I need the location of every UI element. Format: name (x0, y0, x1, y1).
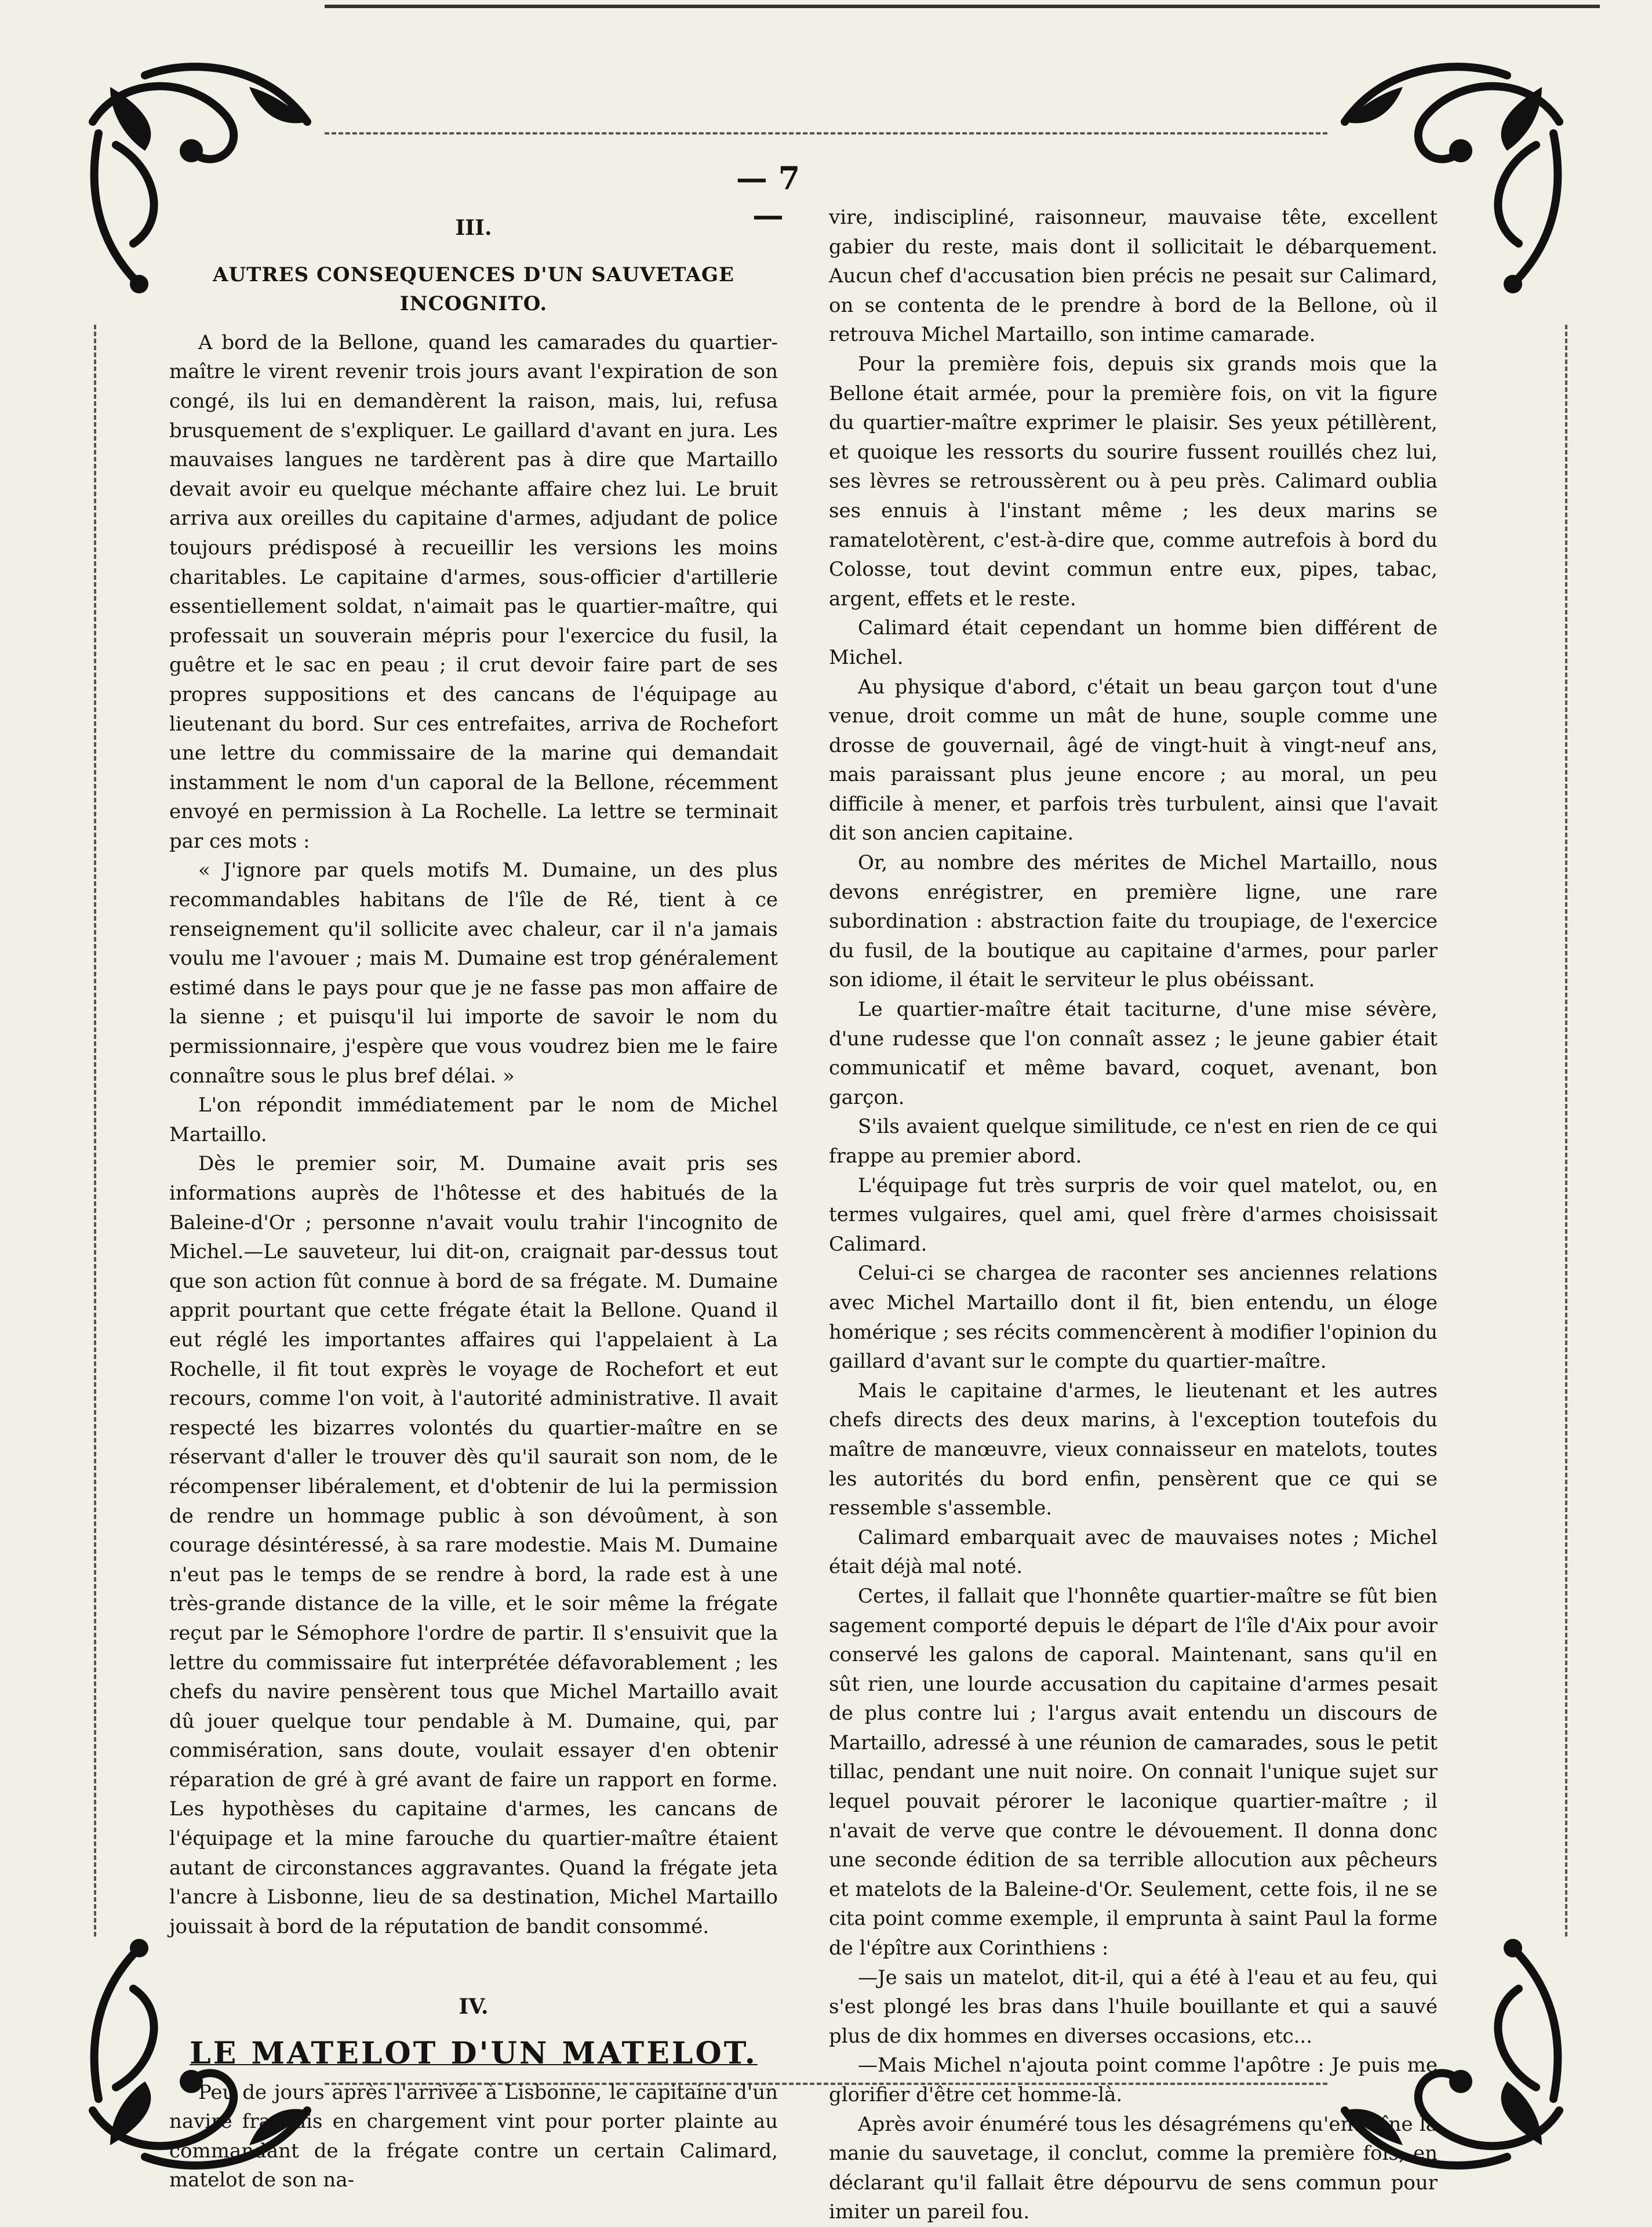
paragraph: Celui-ci se chargea de raconter ses anciennes relations avec Michel Martaillo dont il fit, bien entendu, un éloge homérique ; ses récits commencèrent à modifier l'opinion du gaillard d'avant sur le compte du quartier-maître. (829, 1262, 1438, 1374)
frame-top (325, 132, 1327, 135)
section-3-title: AUTRES CONSEQUENCES D'UN SAUVETAGE INCOGNITO. (213, 263, 734, 316)
section-4-number: IV. (459, 1995, 489, 2019)
page-number: — 7 — (736, 159, 800, 234)
paragraph: Dès le premier soir, M. Dumaine avait pris ses informations auprès de l'hôtesse et des habitués de la Baleine-d'Or ; personne n'avait voulu trahir l'incognito de Michel.—Le sauveteur, lui dit-on, craignait par-dessus tout que son action fût connue à bord de sa frégate. M. Dumaine apprit pourtant que cette frégate était la Bellone. Quand il eut réglé les importantes affaires qui l'appelaient à La Rochelle, il fit tout exprès le voyage de Rochefort et eut recours, comme l'on voit, à l'autorité administrative. Il avait respecté les bizarres volontés du quartier-maître en se réservant d'aller le trouver dès qu'il saurait son nom, de le récompenser libéralement, et d'obtenir de lui la permission de rendre un hommage public à son dévoûment, à son courage désintéressé, à sa rare modestie. Mais M. Dumaine n'eut pas le temps de se rendre à bord, la rade est à une très-grande distance de la ville, et le soir même la frégate reçut par le Sémophore l'ordre de partir. Il s'ensuivit que la lettre du commissaire fut interprétée défavorablement ; les chefs du navire pensèrent tous que Michel Martaillo avait dû jouer quelque tour pendable à M. Dumaine, qui, par commisération, sans doute, voulait essayer d'en obtenir réparation de gré à gré avant de faire un rapport en forme. Les hypothèses du capitaine d'armes, les cancans de l'équipage et la mine farouche du quartier-maître étaient autant de circonstances aggravantes. Quand la frégate jeta l'ancre à Lisbonne, lieu de sa destination, Michel Martaillo jouissait à bord de la réputation de bandit consommé. (169, 1152, 778, 1938)
quoted-letter: « J'ignore par quels motifs M. Dumaine, un des plus recommandables habitans de l'île de Ré, tient à ce renseignement qu'il sollicite avec chaleur, car il n'a jamais voulu me l'avouer ; mais M. Dumaine est trop généralement estimé dans le pays pour que je ne fasse pas mon affaire de la sienne ; et puisqu'il lui importe de savoir le nom du permissionnaire, j'espère que vous voudrez bien me le faire connaître sous le plus bref délai. » (169, 859, 778, 1088)
paragraph: Calimard était cependant un homme bien différent de Michel. (829, 616, 1438, 669)
section-4-title: LE MATELOT D'UN MATELOT. (190, 2036, 758, 2072)
paragraph: Certes, il fallait que l'honnête quartier-maître se fût bien sagement comporté depuis le départ de l'île d'Aix pour avoir conservé les galons de caporal. Maintenant, sans qu'il en sût rien, une lourde accusation du capitaine d'armes pesait de plus contre lui ; l'argus avait entendu un discours de Martaillo, adressé à une réunion de camarades, sous le petit tillac, pendant une nuit noire. On connait l'unique sujet sur lequel pouvait pérorer le laconique quartier-maître ; il n'avait de verve que contre le dévouement. Il donna donc une seconde édition de sa terrible allocution aux pêcheurs et matelots de la Baleine-d'Or. Seulement, cette fois, il ne se cita point comme exemple, il emprunta à saint Paul la forme de l'épître aux Corinthiens : (829, 1584, 1438, 1960)
paragraph: vire, indiscipliné, raisonneur, mauvaise tête, excellent gabier du reste, mais dont il sollicitait le débarquement. Aucun chef d'accusation bien précis ne pesait sur Calimard, on se contenta de le prendre à bord de la Bellone, où il retrouva Michel Martaillo, son intime camarade. (829, 206, 1438, 347)
paragraph: Le quartier-maître était taciturne, d'une mise sévère, d'une rudesse que l'on connaît assez ; le jeune gabier était communicatif et même bavard, coquet, avenant, bon garçon. (829, 998, 1438, 1109)
paragraph: L'équipage fut très surpris de voir quel matelot, ou, en termes vulgaires, quel ami, quel frère d'armes choisissait Calimard. (829, 1174, 1438, 1256)
right-column (829, 203, 1438, 2227)
section-3-number: III. (455, 216, 492, 240)
paragraph: S'ils avaient quelque similitude, ce n'est en rien de ce qui frappe au premier abord. (829, 1115, 1438, 1168)
paragraph: Or, au nombre des mérites de Michel Martaillo, nous devons enrégistrer, en première ligne, une rare subordination : abstraction faite du troupiage, de l'exercice du fusil, de la boutique au capitaine d'armes, pour parler son idiome, il était le serviteur le plus obéissant. (829, 851, 1438, 992)
paragraph: A bord de la Bellone, quand les camarades du quartier-maître le virent revenir trois jours avant l'expiration de son congé, ils lui en demandèrent la raison, mais, lui, refusa brusquement de s'expliquer. Le gaillard d'avant en jura. Les mauvaises langues ne tardèrent pas à dire que Martaillo devait avoir eu quelque méchante affaire chez lui. Le bruit arriva aux oreilles du capitaine d'armes, adjudant de police toujours prédisposé à recueillir les versions les moins charitables. Le capitaine d'armes, sous-officier d'artillerie essentiellement soldat, n'aimait pas le quartier-maître, qui professait un souverain mépris pour l'exercice du fusil, la guêtre et le sac en peau ; il crut devoir faire part de ses propres suppositions et des cancans de l'équipage au lieutenant du bord. Sur ces entrefaites, arriva de Rochefort une lettre du commissaire de la marine qui demandait instamment le nom d'un caporal de la Bellone, récemment envoyé en permission à La Rochelle. La lettre se terminait par ces mots : (169, 330, 778, 853)
paragraph: Mais le capitaine d'armes, le lieutenant et les autres chefs directs des deux marins, à l'exception toutefois du maître de manœuvre, vieux connaisseur en matelots, toutes les autorités du bord enfin, pensèrent que ce qui se ressemble s'assemble. (829, 1379, 1438, 1520)
top-border-rule (325, 5, 1600, 8)
paragraph: Peu de jours après l'arrivée à Lisbonne, le capitaine d'un navire français en chargement vint pour porter plainte au commandant de la frégate contre un certain Calimard, matelot de son na- (169, 2080, 778, 2192)
paragraph: Pour la première fois, depuis six grands mois que la Bellone était armée, pour la première fois, on vit la figure du quartier-maître exprimer le plaisir. Ses yeux pétillèrent, et quoique les ressorts du sourire fussent rouillés chez lui, ses lèvres se retroussèrent ou à peu près. Calimard oublia ses ennuis à l'instant même ; les deux marins se ramatelotèrent, c'est-à-dire que, comme autrefois à bord du Colosse, tout devint commun entre eux, pipes, tabac, argent, effets et le reste. (829, 352, 1438, 611)
frame-left (94, 325, 96, 1937)
paragraph: Après avoir énuméré tous les désagrémens qu'entraîne la manie du sauvetage, il conclut, comme la première fois, en déclarant qu'il fallait être dépourvu de sens commun pour imiter un pareil fou. (829, 2112, 1438, 2224)
paragraph: —Je sais un matelot, dit-il, qui a été à l'eau et au feu, qui s'est plongé les bras dans l'huile bouillante et qui a sauvé plus de dix hommes en diverses occasions, etc... (829, 1966, 1438, 2048)
paragraph: L'on répondit immédiatement par le nom de Michel Martaillo. (169, 1093, 778, 1146)
paragraph: —Mais Michel n'ajouta point comme l'apôtre : Je puis me glorifier d'être cet homme-là. (829, 2054, 1438, 2106)
paragraph: Calimard embarquait avec de mauvaises notes ; Michel était déjà mal noté. (829, 1525, 1438, 1579)
frame-right (1565, 325, 1567, 1937)
left-column (169, 197, 778, 2195)
paragraph: Au physique d'abord, c'était un beau garçon tout d'une venue, droit comme un mât de hune, souple comme une drosse de gouvernail, âgé de vingt-huit à vingt-neuf ans, mais paraissant plus jeune encore ; au moral, un peu difficile à mener, et parfois très turbulent, ainsi que l'avait dit son ancien capitaine. (829, 675, 1438, 845)
